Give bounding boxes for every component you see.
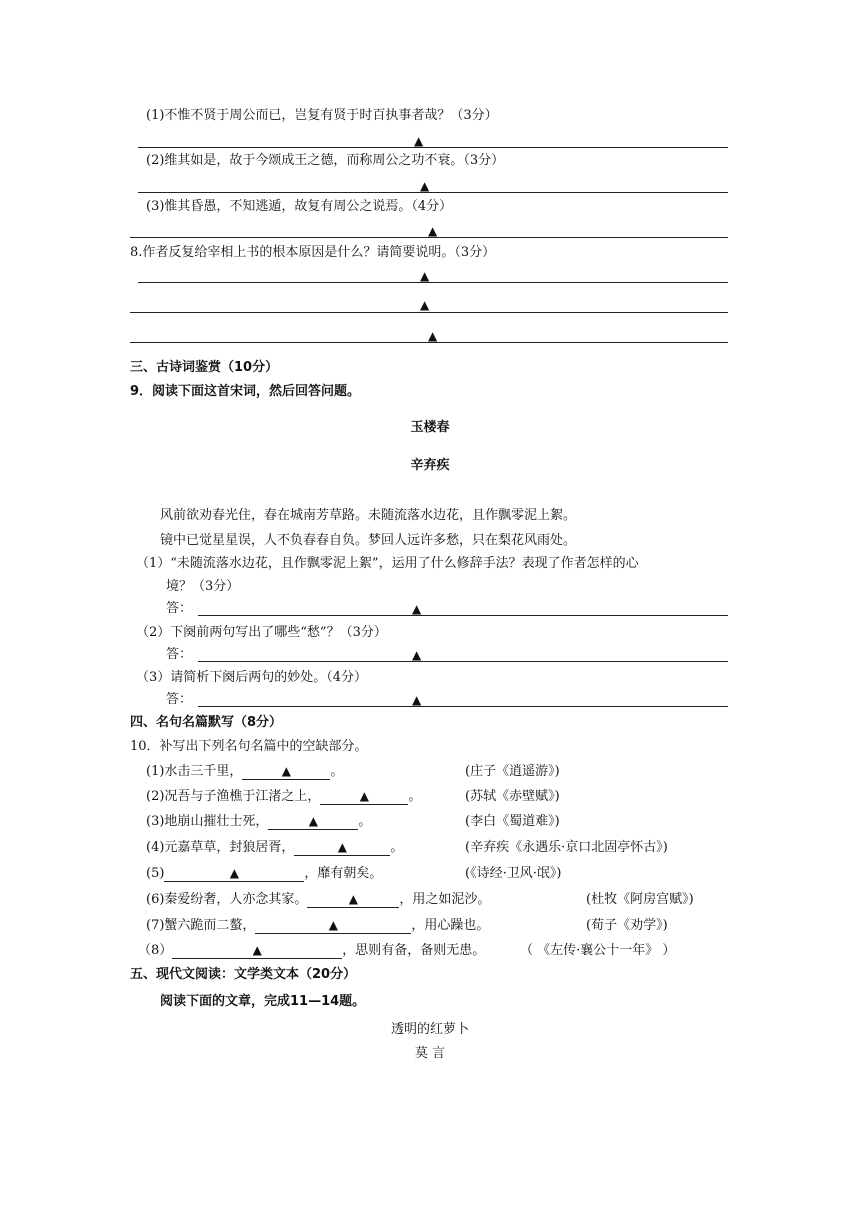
fill-source-8: （ 《左传·襄公十一年》 ）: [520, 943, 676, 958]
fill-source-4: (辛弃疾《永遇乐·京口北固亭怀古》): [465, 840, 668, 855]
q7-item-1: (1)不惟不贤于周公而已，岂复有贤于时百执事者哉？（3分）: [146, 108, 498, 123]
section5-heading: 五、现代文阅读：文学类文本（20分）: [130, 967, 357, 982]
answer-marker-icon: ▲: [359, 789, 370, 803]
answer-marker-icon: ▲: [412, 602, 422, 616]
answer-line[interactable]: [198, 706, 728, 707]
answer-line[interactable]: [130, 237, 728, 238]
fill-blank[interactable]: [172, 943, 342, 959]
fill-source-1: (庄子《逍遥游》): [465, 764, 560, 779]
fill-item-3: (3)地崩山摧壮士死， ▲ 。: [146, 814, 372, 829]
q10-prompt: 10．补写出下列名句名篇中的空缺部分。: [130, 739, 368, 754]
q8-question: 8.作者反复给宰相上书的根本原因是什么？请简要说明。（3分）: [130, 245, 496, 260]
answer-marker-icon: ▲: [337, 840, 348, 854]
q9-prompt: 9．阅读下面这首宋词，然后回答问题。: [130, 384, 361, 399]
fill-item-6: (6)秦爱纷奢，人亦念其家。 ▲ ，用之如泥沙。: [146, 892, 491, 907]
fill-source-6: (杜牧《阿房宫赋》): [586, 892, 694, 907]
answer-marker-icon: ▲: [420, 179, 430, 193]
fill-source-3: (李白《蜀道难》): [465, 814, 560, 829]
poem-line-1: 风前欲劝春光住，春在城南芳草路。未随流落水边花，且作飘零泥上絮。: [160, 508, 577, 523]
section4-heading: 四、名句名篇默写（8分）: [130, 715, 283, 730]
section5-instruction: 阅读下面的文章，完成11—14题。: [160, 994, 366, 1009]
fill-blank[interactable]: [255, 918, 411, 934]
answer-line[interactable]: [138, 192, 728, 193]
answer-line[interactable]: [130, 342, 728, 343]
fill-blank[interactable]: [307, 892, 399, 908]
q9-sub-2: （2）下阕前两句写出了哪些“愁”？（3分）: [136, 625, 387, 640]
answer-line[interactable]: [198, 661, 728, 662]
answer-marker-icon: ▲: [420, 269, 430, 283]
fill-source-2: (苏轼《赤壁赋》): [465, 789, 560, 804]
poem-title: 玉楼春: [410, 420, 450, 435]
fill-item-8: （8） ▲ ，思则有备，备则无患。: [138, 943, 486, 958]
article-author: 莫 言: [414, 1046, 446, 1061]
answer-marker-icon: ▲: [252, 943, 262, 957]
q7-item-3: (3)惟其昏愚，不知逃遁，故复有周公之说焉。（4分）: [146, 199, 453, 214]
answer-marker-icon: ▲: [428, 329, 438, 343]
fill-source-5: (《诗经·卫风·氓》): [465, 866, 562, 881]
answer-line[interactable]: [138, 282, 728, 283]
answer-line[interactable]: [198, 615, 728, 616]
answer-marker-icon: ▲: [281, 764, 292, 778]
answer-label: 答：: [166, 601, 193, 616]
poem-line-2: 镜中已觉星星误，人不负春春自负。梦回人远许多愁，只在梨花风雨处。: [160, 533, 577, 548]
poem-author: 辛弃疾: [410, 458, 450, 473]
section3-heading: 三、古诗词鉴赏（10分）: [130, 360, 279, 375]
answer-label: 答：: [166, 692, 193, 707]
answer-label: 答：: [166, 647, 193, 662]
answer-line[interactable]: [130, 312, 728, 313]
fill-source-7: (荀子《劝学》): [586, 918, 668, 933]
fill-blank[interactable]: [268, 814, 358, 830]
q9-sub-1-line2: 境？（3分）: [166, 579, 240, 594]
fill-blank[interactable]: [164, 866, 304, 882]
q9-sub-3: （3）请简析下阕后两句的妙处。（4分）: [136, 670, 368, 685]
fill-blank[interactable]: [320, 789, 408, 805]
answer-marker-icon: ▲: [348, 892, 359, 906]
answer-marker-icon: ▲: [412, 648, 422, 662]
fill-item-2: (2)况吾与子渔樵于江渚之上， ▲ 。: [146, 789, 422, 804]
answer-marker-icon: ▲: [414, 134, 424, 148]
answer-marker-icon: ▲: [420, 298, 430, 312]
answer-line[interactable]: [138, 147, 728, 148]
fill-item-4: (4)元嘉草草，封狼居胥， ▲ 。: [146, 840, 404, 855]
answer-marker-icon: ▲: [428, 224, 438, 238]
answer-marker-icon: ▲: [308, 814, 319, 828]
q7-item-2: (2)维其如是，故于今颂成王之德，而称周公之功不衰。（3分）: [146, 153, 505, 168]
q9-sub-1-line1: （1）“未随流落水边花，且作飘零泥上絮”，运用了什么修辞手法？表现了作者怎样的心: [136, 556, 639, 571]
fill-item-7: (7)蟹六跪而二螯， ▲ ，用心躁也。: [146, 918, 490, 933]
article-title: 透明的红萝卜: [390, 1022, 469, 1037]
fill-item-1: (1)水击三千里， ▲ 。: [146, 764, 344, 779]
answer-marker-icon: ▲: [229, 866, 240, 880]
answer-marker-icon: ▲: [412, 693, 422, 707]
fill-item-5: (5) ▲ ，靡有朝矣。: [146, 866, 383, 881]
fill-blank[interactable]: [294, 840, 390, 856]
answer-marker-icon: ▲: [328, 918, 339, 932]
fill-blank[interactable]: [242, 764, 330, 780]
